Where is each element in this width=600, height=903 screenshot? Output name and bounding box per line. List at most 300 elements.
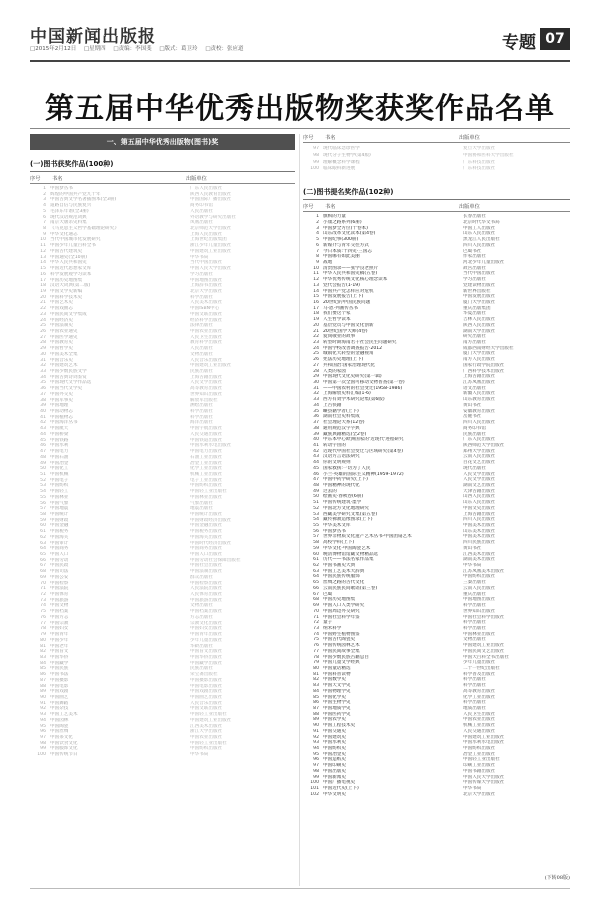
row-number: 93 xyxy=(40,712,46,718)
row-number: 51 xyxy=(313,500,319,506)
book-title: 中国出版史 xyxy=(323,768,346,774)
publisher: 江西美术出版社 xyxy=(190,723,223,729)
publisher: 冶金工业出版社 xyxy=(190,460,223,466)
row-number: 93 xyxy=(313,740,319,746)
publisher: 解放军出版社 xyxy=(190,397,218,403)
book-title: 中国水利 xyxy=(50,443,69,449)
row-number: 69 xyxy=(313,603,319,609)
table-row xyxy=(303,160,570,167)
book-title: 中国老年 xyxy=(50,643,69,649)
publisher: 中国纺织出版社 xyxy=(190,746,223,752)
masthead-rule xyxy=(30,60,570,62)
row-number: 40 xyxy=(313,437,319,443)
book-title: 中国民间文学集成 xyxy=(50,311,87,317)
row-number: 71 xyxy=(313,614,319,620)
publisher: 陕西人民教育出版社 xyxy=(190,191,232,197)
row-number: 22 xyxy=(40,306,46,312)
row-number: 40 xyxy=(40,409,46,415)
row-number: 97 xyxy=(40,735,46,740)
publisher: 科学出版社 xyxy=(190,409,213,415)
issue-weekday: □星期四 xyxy=(83,46,106,52)
right-column xyxy=(303,134,570,798)
row-number: 53 xyxy=(313,511,319,517)
row-number: 44 xyxy=(40,431,46,437)
publisher: 中国建筑工业出版社 xyxy=(190,717,232,723)
book-title: 中国电子 xyxy=(50,477,69,483)
publisher: 石油工业出版社 xyxy=(190,454,223,460)
row-number: 29 xyxy=(40,346,46,352)
book-title: 中国盲文 xyxy=(50,649,69,655)
publisher: 北京师范大学出版社 xyxy=(190,226,232,232)
book-title: 中国民间故事全集 xyxy=(323,648,360,654)
publisher: 科学出版社 xyxy=(463,677,486,683)
row-number: 102 xyxy=(310,791,319,797)
publisher: 气象出版社 xyxy=(190,500,213,506)
row-number: 82 xyxy=(313,677,319,683)
book-title: ——中国农村的社会变迁(1958-1986) xyxy=(323,385,403,391)
nominees-table-header xyxy=(303,203,570,212)
row-number: 33 xyxy=(40,369,46,374)
row-number: 54 xyxy=(40,489,46,495)
publisher: 中国戏剧出版社 xyxy=(190,689,223,695)
row-number: 55 xyxy=(40,494,46,500)
publisher: 百花文艺出版社 xyxy=(463,460,496,466)
row-number: 33 xyxy=(313,397,319,403)
book-title: 临床眼科新进展 xyxy=(323,166,356,172)
book-title: 中国气象 xyxy=(50,500,69,506)
publisher: 人民交通出版社 xyxy=(463,728,496,734)
col-title-header: 书名 xyxy=(52,176,63,182)
publisher: 中国社会科学出版社 xyxy=(463,614,505,620)
row-number: 11 xyxy=(313,271,319,277)
book-title: 中国杂技 xyxy=(50,706,69,712)
winners-table-header xyxy=(30,175,295,184)
book-title: 中国工艺美术 xyxy=(50,712,78,718)
publisher: 中国国际广播出版社 xyxy=(190,197,232,203)
book-title: 中国劳动 xyxy=(50,557,69,563)
book-title: 中国少数民族文学 xyxy=(50,369,87,374)
book-title: 党代会报告(1-19) xyxy=(323,282,360,288)
book-title: 山东改革文化读本(第4卷) xyxy=(323,231,376,237)
book-title: 中国音乐史 xyxy=(50,357,73,363)
publisher: 人民文学出版社 xyxy=(190,380,223,386)
row-number: 9 xyxy=(43,231,46,237)
row-number: 4 xyxy=(43,203,46,209)
row-number: 18 xyxy=(40,283,46,289)
row-number: 87 xyxy=(313,706,319,711)
row-number: 78 xyxy=(313,654,319,660)
publisher: 中国水利水电出版社 xyxy=(463,740,505,746)
publisher: 高等教育出版社 xyxy=(463,688,496,694)
book-title: 中国美术全集 xyxy=(50,351,78,357)
row-number: 57 xyxy=(313,534,319,540)
publisher: 地质出版社 xyxy=(463,706,486,711)
row-number: 28 xyxy=(40,340,46,346)
row-number: 66 xyxy=(313,585,319,591)
book-title: 中国法制史 xyxy=(50,323,73,329)
book-title: 中国精神的现代化 xyxy=(323,482,360,488)
book-title: 中国纪事(300册) xyxy=(323,237,359,243)
row-number: 8 xyxy=(43,226,46,232)
publisher: 中国大百科全书出版社 xyxy=(463,654,509,660)
row-number: 12 xyxy=(313,277,319,283)
publisher: 河北少年儿童出版社 xyxy=(463,259,505,265)
book-title: 中国海洋丛书 xyxy=(50,420,78,426)
issue-proofreader: □责校：张应道 xyxy=(205,46,244,52)
publisher: 三秦出版社 xyxy=(463,580,486,586)
book-title: 中国数学史 xyxy=(323,677,346,683)
publisher: 厦门大学出版社 xyxy=(463,351,496,357)
table-row xyxy=(303,153,570,160)
publisher: 中国纺织出版社 xyxy=(190,483,223,489)
col-number-header: 序号 xyxy=(303,204,314,211)
book-title: 人生哲学读本 xyxy=(323,317,351,323)
book-title: 中国动物志 xyxy=(50,409,73,415)
row-number: 27 xyxy=(313,362,319,368)
row-number: 42 xyxy=(313,448,319,454)
row-number: 58 xyxy=(40,511,46,517)
publisher: 科学出版社 xyxy=(463,683,486,689)
row-number: 21 xyxy=(40,300,46,306)
book-title: 中国藏学 xyxy=(50,660,69,666)
book-title: 中国现代文化史研究(第一辑) xyxy=(323,374,382,380)
book-title: 中国教育史 xyxy=(50,340,73,346)
publisher: 中国发展出版社 xyxy=(463,294,496,300)
book-title: 云南民族民间歌谣(第三卷) xyxy=(323,585,378,591)
row-number: 61 xyxy=(313,557,319,563)
publisher: 中国摄影出版社 xyxy=(190,677,223,683)
row-number: 76 xyxy=(313,643,319,649)
row-number: 24 xyxy=(40,317,46,323)
book-title: 中国化学史 xyxy=(323,694,346,700)
row-number: 90 xyxy=(40,694,46,700)
book-title: 爱岗敬业的故事 xyxy=(323,334,356,340)
row-number: 81 xyxy=(313,671,319,677)
row-number: 98 xyxy=(313,152,319,158)
newspaper-logo: 中国新闻出版报 xyxy=(30,27,156,47)
row-number: 16 xyxy=(313,299,319,305)
book-title: 中国社会科学年鉴 xyxy=(323,614,360,620)
row-number: 60 xyxy=(40,523,46,529)
book-title: 西方有效学术研究论集(第6版) xyxy=(323,397,385,403)
row-number: 74 xyxy=(40,603,46,609)
row-number: 8 xyxy=(316,254,319,260)
publisher: 中国宇航出版社 xyxy=(190,426,223,432)
row-number: 24 xyxy=(313,345,319,351)
row-number: 59 xyxy=(40,517,46,523)
publisher: 科学出版社 xyxy=(190,294,213,300)
publisher: 中国税务出版社 xyxy=(190,529,223,535)
publisher: 郑州大学出版社 xyxy=(463,448,496,454)
row-number: 98 xyxy=(313,768,319,774)
row-number: 37 xyxy=(313,420,319,426)
row-number: 2 xyxy=(43,191,46,197)
row-number: 31 xyxy=(313,385,319,391)
publisher: 中国农业出版社 xyxy=(190,328,223,334)
book-title: 湖南社会史料集成 xyxy=(323,414,360,420)
row-number: 83 xyxy=(313,683,319,689)
book-title: 中国陶瓷 xyxy=(50,723,69,729)
publisher: 新世界出版社 xyxy=(463,288,491,294)
book-title: 中国冶金史 xyxy=(323,751,346,757)
book-title: 中国商务 xyxy=(50,546,69,552)
publisher: 民族出版社 xyxy=(190,666,213,672)
book-title: 中华优秀传统文化核心理念读本 xyxy=(323,277,388,283)
row-number: 99 xyxy=(313,159,319,165)
bottom-rule xyxy=(30,888,570,889)
row-number: 43 xyxy=(40,426,46,432)
publisher: 中国美术出版社 xyxy=(463,523,496,528)
row-number: 38 xyxy=(313,425,319,431)
row-number: 86 xyxy=(40,672,46,678)
row-number: 76 xyxy=(40,614,46,620)
publisher: 中国书籍出版社 xyxy=(463,768,496,774)
book-title: 中国生物学史 xyxy=(323,700,351,706)
publisher: 中国法制出版社 xyxy=(190,569,223,575)
book-title: 上海解放史料汇编(1-6) xyxy=(323,391,371,397)
row-number: 39 xyxy=(40,403,46,409)
row-number: 71 xyxy=(40,586,46,592)
publisher: 科学出版社 xyxy=(463,603,486,609)
row-number: 64 xyxy=(313,574,319,580)
book-title: 中国印刷史 xyxy=(323,763,346,769)
continued-table xyxy=(303,146,570,173)
book-title: 辉煌的中国共产党九十年 xyxy=(50,191,101,197)
book-title: 人类的家园 xyxy=(323,368,346,374)
publisher: 上海古籍出版社 xyxy=(190,374,223,380)
publisher: 华夏出版社 xyxy=(463,311,486,317)
book-title: 中国工程技术史 xyxy=(323,723,356,729)
publisher: 党建读物出版社 xyxy=(463,282,496,288)
row-number: 92 xyxy=(313,734,319,740)
row-number: 3 xyxy=(316,225,319,231)
row-number: 26 xyxy=(313,357,319,363)
row-number: 84 xyxy=(313,688,319,694)
book-title: 中国广播电视史 xyxy=(323,780,356,786)
publisher: 湖南文艺出版社 xyxy=(463,482,496,488)
publisher: 少年儿童出版社 xyxy=(190,637,223,643)
book-title: 中国农学史 xyxy=(323,717,346,723)
publisher: 中国轻工业出版社 xyxy=(463,757,500,763)
book-title: 中国体育 xyxy=(50,592,69,598)
book-title: 中国文物 xyxy=(50,603,69,609)
book-title: 近现代中国社会变迁与区域研究(第4卷) xyxy=(323,448,404,454)
book-title: 中国北方文化地理研究 xyxy=(323,505,369,511)
book-title: 中国法院 xyxy=(50,586,69,592)
publisher: 人民交通出版社 xyxy=(190,431,223,437)
book-title: 中国交通史 xyxy=(323,728,346,734)
publisher: 广东科技出版社 xyxy=(463,159,496,165)
book-title: 中华文明史 xyxy=(323,791,346,797)
publisher: 江西美术出版社 xyxy=(463,551,496,557)
row-number: 61 xyxy=(40,529,46,535)
row-number: 31 xyxy=(40,357,46,363)
book-title: 中国人口人类学研究 xyxy=(323,603,365,609)
publisher: 江苏凤凰美术出版社 xyxy=(463,568,505,574)
row-number: 82 xyxy=(40,649,46,655)
row-number: 30 xyxy=(313,380,319,386)
publisher: 人民法院出版社 xyxy=(190,586,223,592)
book-title: 中国梦丛书 xyxy=(323,528,346,534)
row-number: 1 xyxy=(43,186,46,191)
row-number: 95 xyxy=(313,751,319,757)
book-title: 中国哲学史 xyxy=(50,346,73,352)
publisher: 宗教文化出版社 xyxy=(190,620,223,626)
row-number: 94 xyxy=(313,746,319,752)
publisher: 人民出版社 xyxy=(190,208,213,214)
winners-continued xyxy=(303,134,570,173)
publisher: 新疆人民出版社 xyxy=(463,391,496,397)
row-number: 85 xyxy=(313,694,319,700)
book-title: 中国农业通史 xyxy=(50,328,78,334)
row-number: 63 xyxy=(40,540,46,546)
book-title: 中国建筑艺术 xyxy=(50,363,78,369)
issue-date: □2015年2月12日 xyxy=(30,46,77,52)
publisher: 中国社会出版社 xyxy=(190,563,223,569)
publisher: 广东人民出版社 xyxy=(463,437,496,443)
row-number: 17 xyxy=(313,305,319,311)
row-number: 95 xyxy=(40,723,46,729)
publisher: 华龄出版社 xyxy=(190,643,213,649)
book-title: 转动宇宙的 xyxy=(323,442,346,448)
book-title: 中国丝绸 xyxy=(50,729,69,735)
publisher: 中国建筑工业出版社 xyxy=(190,248,232,254)
book-title: 中国戏剧 xyxy=(50,689,69,695)
book-title: 中国古典文学名著插图本(全3册) xyxy=(50,197,117,203)
row-number: 97 xyxy=(313,763,319,769)
row-number: 25 xyxy=(313,351,319,357)
publisher: 岳麓书社 xyxy=(463,414,482,420)
row-number: 41 xyxy=(40,414,46,420)
book-title: 中国共产党怎样应对危机 xyxy=(323,288,374,294)
book-title: 藏传佛教造像图录(上下) xyxy=(323,517,373,523)
book-title: 中国建筑史 xyxy=(323,734,346,740)
subheading-rule xyxy=(30,171,295,172)
row-number: 69 xyxy=(40,574,46,580)
row-number: 100 xyxy=(310,166,319,172)
book-title: 中国艺术史 xyxy=(50,300,73,306)
row-number: 32 xyxy=(40,363,46,369)
book-title: 中国海关 xyxy=(50,534,69,540)
row-number: 75 xyxy=(40,609,46,615)
publisher: 中国文史出版社 xyxy=(463,505,496,511)
row-number: 49 xyxy=(313,488,319,494)
book-title: 中国水利史 xyxy=(323,740,346,746)
book-title: 中国梦全方位(十卷本) xyxy=(323,225,368,231)
book-title: 历代——书法名家作品集 xyxy=(323,557,374,563)
book-title: 中国医药学史 xyxy=(323,711,351,717)
book-title: 中国司法 xyxy=(50,569,69,575)
publisher: 中国电力出版社 xyxy=(190,449,223,455)
book-title: 小兰·英雄的国际主义精神(1959-1972) xyxy=(323,471,404,477)
publisher: 厦门大学出版社 xyxy=(463,299,496,305)
publisher: 中国建筑工业出版社 xyxy=(463,734,505,740)
publisher: 陕西师范大学出版社 xyxy=(463,442,505,448)
row-number: 94 xyxy=(40,717,46,723)
winners-subheading: (一)图书获奖作品(100种) xyxy=(30,160,114,168)
publisher: 中国纺织出版社 xyxy=(463,574,496,580)
publisher: 科学出版社 xyxy=(190,414,213,420)
publisher: 中国档案出版社 xyxy=(190,609,223,615)
row-number: 50 xyxy=(40,466,46,472)
book-title: 中国近代史(上下) xyxy=(323,786,359,792)
book-title: 现代临床急诊医学 xyxy=(323,146,360,151)
row-number: 53 xyxy=(40,483,46,489)
book-title: 中国少年儿童百科全书 xyxy=(50,243,96,249)
book-title: 中国人口 xyxy=(50,552,69,557)
publisher: 中国水利水电出版社 xyxy=(190,443,232,449)
publisher: 科学普及出版社 xyxy=(463,671,496,677)
book-title: 中国文学史新编 xyxy=(50,288,83,294)
row-number: 83 xyxy=(40,654,46,660)
row-number: 84 xyxy=(40,660,46,666)
winners-table xyxy=(30,186,295,758)
book-title: 中国工艺美术大辞典 xyxy=(323,568,365,574)
row-number: 18 xyxy=(313,311,319,317)
publisher: 中国铁道出版社 xyxy=(190,437,223,443)
book-title: 中国宗教 xyxy=(50,620,69,626)
book-title: 晚清博物馆馆藏文物精品选 xyxy=(323,551,379,557)
book-title: 小康之路系列(6册) xyxy=(323,219,362,225)
row-number: 46 xyxy=(313,471,319,477)
row-number: 73 xyxy=(40,597,46,603)
row-number: 35 xyxy=(313,408,319,414)
book-title: 中国金融 xyxy=(50,523,69,529)
publisher: 中国青年出版社 xyxy=(190,632,223,638)
row-number: 79 xyxy=(313,660,319,666)
row-number: 81 xyxy=(40,643,46,649)
row-number: 50 xyxy=(313,494,319,500)
book-title: 20世纪的中国民族问题 xyxy=(323,299,371,305)
publisher: 语文出版社 xyxy=(463,385,486,391)
publisher: 北京大学出版社 xyxy=(463,791,496,797)
publisher: 电子工业出版社 xyxy=(190,477,223,483)
row-number: 87 xyxy=(40,677,46,683)
publisher: 黑龙江人民出版社 xyxy=(463,237,500,243)
publisher: 安徽教育出版社 xyxy=(463,408,496,414)
publisher: 中国时代经济出版社 xyxy=(190,540,232,546)
publisher: 外语教学与研究出版社 xyxy=(190,214,236,220)
publisher: 中国文联出版社 xyxy=(190,706,223,712)
section-label: 专题 xyxy=(502,33,536,53)
publisher: 世界知识出版社 xyxy=(190,391,223,397)
book-title: 中国戏曲志 xyxy=(50,306,73,312)
row-number: 32 xyxy=(313,391,319,397)
book-title: 共和国治:国家治理现代化 xyxy=(323,362,376,368)
publisher: 中国纺织出版社 xyxy=(463,746,496,752)
book-title: 中国传统节日 xyxy=(50,752,78,758)
row-number: 17 xyxy=(40,277,46,283)
row-number: 47 xyxy=(40,449,46,455)
book-title: 中国古代建筑史 xyxy=(50,248,83,254)
row-number: 34 xyxy=(40,374,46,380)
row-number: 16 xyxy=(40,271,46,277)
book-title: 理解概念科学课程 xyxy=(323,159,360,165)
row-number: 80 xyxy=(313,665,319,671)
row-number: 34 xyxy=(313,402,319,408)
book-title: 中国方志 xyxy=(50,614,69,620)
publisher: 上海辞书出版社 xyxy=(190,283,223,289)
publisher: 中国盲文出版社 xyxy=(190,649,223,655)
publisher: 上海古籍出版社 xyxy=(463,511,496,517)
award-category-banner: 一、第五届中华优秀出版物(图书)奖 xyxy=(30,134,295,150)
book-title: 道路自信与民族复兴 xyxy=(50,203,92,209)
publisher: 天津古籍出版社 xyxy=(463,488,496,494)
row-number: 98 xyxy=(40,740,46,746)
book-title: 国家救援:一切为了人民 xyxy=(323,465,371,471)
table-row xyxy=(303,792,570,798)
publisher: 中国金融出版社 xyxy=(190,523,223,529)
